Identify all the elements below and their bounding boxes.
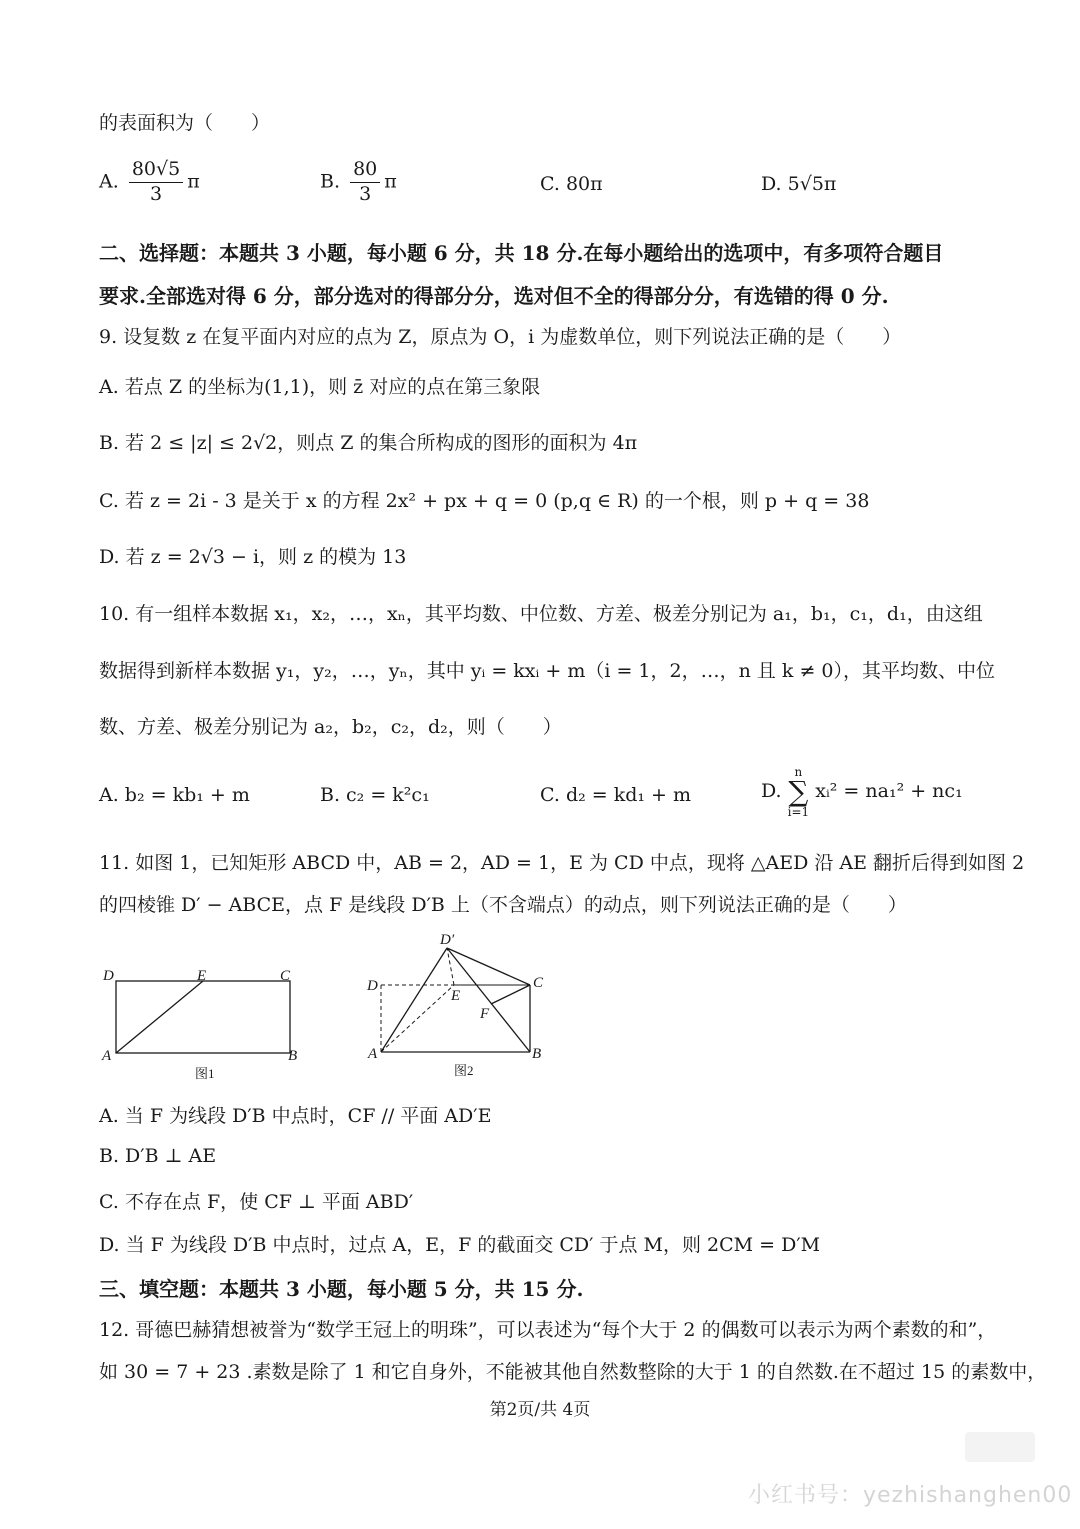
- q11-stem-line1: 11. 如图 1，已知矩形 ABCD 中，AB = 2，AD = 1，E 为 CD 中点，现将 △AED 沿 AE 翻折后得到如图 2: [99, 852, 1025, 874]
- fig1-label-e: E: [197, 968, 207, 984]
- q12-stem-line2: 如 30 = 7 + 23 .素数是除了 1 和它自身外，不能被其他自然数整除的大于 1 的自然数.在不超过 15 的素数中，: [99, 1361, 1047, 1383]
- figure-1-rectangle: [95, 960, 315, 1085]
- q10-option-d-expression: xᵢ² = na₁² + nc₁: [815, 780, 963, 802]
- figure-2-pyramid: [360, 930, 560, 1085]
- q8-option-b-label: B.: [320, 170, 341, 193]
- q8-option-b-denominator: 3: [359, 182, 372, 205]
- fig1-label-d: D: [103, 968, 114, 984]
- q8-option-d: D. 5√5π: [761, 173, 837, 195]
- q10-stem-line1: 10. 有一组样本数据 x₁，x₂，…，xₙ，其平均数、中位数、方差、极差分别记为 a₁，b₁，c₁，d₁，由这组: [99, 603, 983, 625]
- q8-option-a-numerator: 80√5: [129, 158, 183, 183]
- fig2-label-a: A: [368, 1046, 378, 1062]
- q12-stem-line1: 12. 哥德巴赫猜想被誉为“数学王冠上的明珠”，可以表述为“每个大于 2 的偶数可以表示为两个素数的和”，: [99, 1319, 997, 1341]
- q8-option-a-denominator: 3: [149, 182, 163, 205]
- fig2-caption: 图2: [454, 1063, 474, 1078]
- q8-option-b-fraction: [350, 158, 380, 207]
- q8-option-a-label: A.: [99, 170, 119, 193]
- q8-tail: 的表面积为（ ）: [99, 112, 271, 134]
- q8-option-c: C. 80π: [540, 173, 603, 195]
- q8-option-b-pi: π: [384, 170, 397, 193]
- fig1-label-b: B: [288, 1048, 298, 1064]
- fig2-label-f: F: [480, 1006, 490, 1022]
- q9-option-a: A. 若点 Z 的坐标为(1,1)，则 z̄ 对应的点在第三象限: [99, 376, 541, 398]
- q10-option-d: [761, 766, 963, 818]
- q8-option-a-pi: π: [187, 170, 200, 193]
- q10-stem-line3: 数、方差、极差分别记为 a₂，b₂，c₂，d₂，则（ ）: [99, 716, 562, 738]
- fig2-label-c: C: [533, 975, 544, 991]
- q11-option-c: C. 不存在点 F，使 CF ⊥ 平面 ABD′: [99, 1191, 414, 1213]
- q8-option-a-fraction: [129, 158, 183, 207]
- fig2-label-dprime: D′: [440, 932, 455, 948]
- q11-stem-line2: 的四棱锥 D′ − ABCE，点 F 是线段 D′B 上（不含端点）的动点，则下列说法正确的是（ ）: [99, 894, 907, 916]
- watermark-logo-box: [965, 1432, 1035, 1462]
- fig1-caption: 图1: [195, 1066, 215, 1081]
- q9-option-c: C. 若 z = 2i - 3 是关于 x 的方程 2x² + px + q = 0 (p,q ∈ R) 的一个根，则 p + q = 38: [99, 490, 870, 512]
- fig2-label-b: B: [532, 1046, 542, 1062]
- fig1-label-a: A: [102, 1048, 112, 1064]
- q8-option-a: [99, 158, 200, 207]
- section2-heading-line2: 要求.全部选对得 6 分，部分选对的得部分分，选对但不全的得部分分，有选错的得 0 分.: [99, 284, 889, 308]
- q10-option-a: A. b₂ = kb₁ + m: [99, 784, 250, 806]
- section2-heading-line1: 二、选择题：本题共 3 小题，每小题 6 分，共 18 分.在每小题给出的选项中，有多项符合题目: [99, 241, 944, 265]
- fig2-label-d: D: [367, 978, 378, 994]
- q11-option-a: A. 当 F 为线段 D′B 中点时，CF // 平面 AD′E: [99, 1105, 492, 1127]
- q11-option-b: B. D′B ⊥ AE: [99, 1145, 217, 1167]
- fig2-label-e: E: [451, 988, 461, 1004]
- q10-stem-line2: 数据得到新样本数据 y₁，y₂，…，yₙ，其中 yᵢ = kxᵢ + m（i = 1，2，…，n 且 k ≠ 0），其平均数、中位: [99, 660, 996, 682]
- watermark: 小红书号：yezhishanghen00: [748, 1483, 1073, 1508]
- summation-sigma: ∑: [788, 775, 809, 808]
- summation-symbol: [788, 766, 810, 818]
- q10-option-b: B. c₂ = k²c₁: [320, 784, 430, 806]
- summation-lower: i=1: [787, 805, 810, 819]
- summation-upper: n: [794, 765, 803, 779]
- section3-heading: 三、填空题：本题共 3 小题，每小题 5 分，共 15 分.: [99, 1277, 584, 1301]
- q11-option-d: D. 当 F 为线段 D′B 中点时，过点 A，E，F 的截面交 CD′ 于点 M，则 2CM = D′M: [99, 1234, 821, 1256]
- q9-option-b: B. 若 2 ≤ |z| ≤ 2√2，则点 Z 的集合所构成的图形的面积为 4π: [99, 432, 638, 454]
- page-footer: 第2页/共 4页: [489, 1400, 591, 1420]
- q8-option-b-numerator: 80: [350, 158, 380, 183]
- q8-option-b: [320, 158, 397, 207]
- q9-stem: 9. 设复数 z 在复平面内对应的点为 Z，原点为 O，i 为虚数单位，则下列说法正确的是（ ）: [99, 326, 902, 348]
- q9-option-d: D. 若 z = 2√3 − i，则 z 的模为 13: [99, 546, 407, 568]
- q10-option-d-label: D.: [761, 780, 782, 802]
- q10-option-c: C. d₂ = kd₁ + m: [540, 784, 692, 806]
- fig1-label-c: C: [280, 968, 291, 984]
